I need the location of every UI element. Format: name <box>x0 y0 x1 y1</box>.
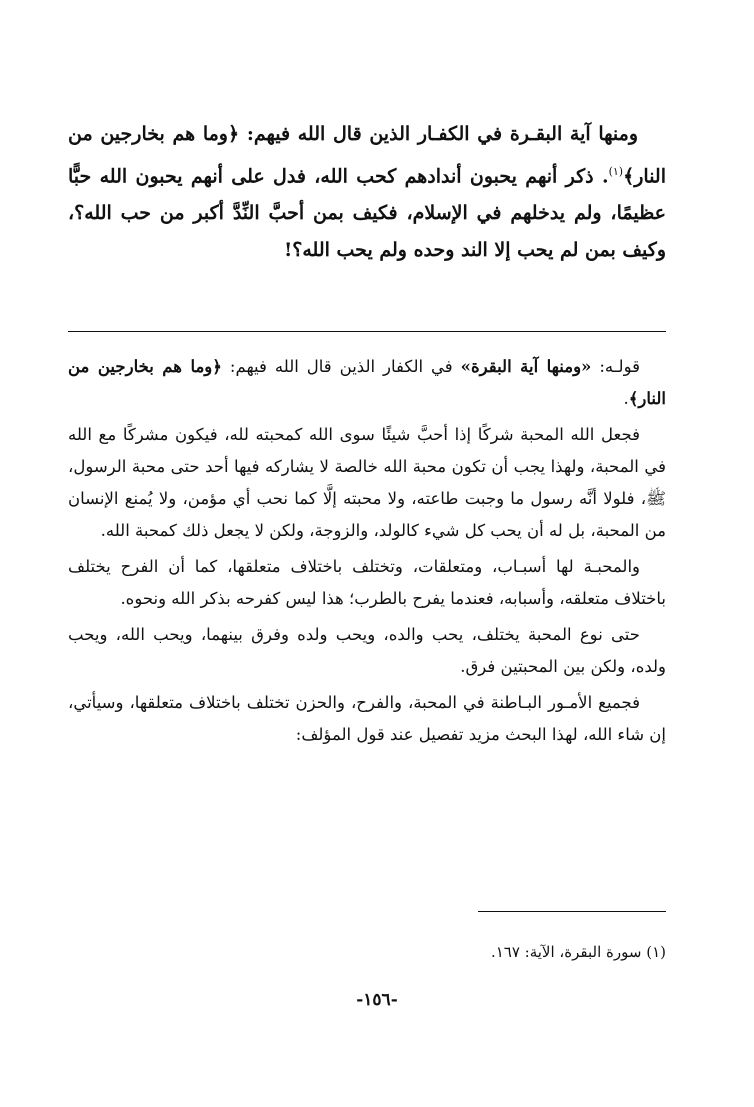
commentary-paragraph-4: حتى نوع المحبة يختلف، يحب والده، ويحب ولده وفرق بينهما، ويحب الله، ويحب ولده، ولكن بين المحبتين فرق. <box>68 625 666 676</box>
commentary-paragraph-5: فجميع الأمـور البـاطنة في المحبة، والفرح، والحزن تختلف باختلاف متعلقها، وسيأتي، إن شاء الله، لهذا البحث مزيد تفصيل عند قول المؤلف: <box>68 693 666 744</box>
book-page <box>68 0 666 1107</box>
main-lead: ومنها آية البقـرة في الكفـار الذين قال الله فيهم: <box>239 123 639 145</box>
footnote-divider <box>478 911 666 912</box>
main-text <box>68 116 666 269</box>
footnote-marker: (١) <box>608 165 624 178</box>
quran-quote: ﴿وما هم بخارجين من النار﴾ <box>68 123 666 188</box>
main-paragraph <box>68 116 666 269</box>
main-rest: . ذكر أنهم يحبون أندادهم كحب الله، فدل على أنهم يحبون الله حبًّا عظيمًا، ولم يدخلهم في الإسلام، فكيف بمن أحبَّ النِّدَّ أكبر من حب الله؟، وكيف بمن لم يحب إلا الند وحده ولم يحب الله؟! <box>68 165 666 262</box>
quran-quote: ﴿وما هم بخارجين من النار﴾ <box>68 357 666 408</box>
commentary-lead: قولـه: <box>591 357 640 376</box>
commentary-paragraph-2: فجعل الله المحبة شركًا إذا أحبَّ شيئًا سوى الله كمحبته لله، فيكون مشركًا مع الله في المحبة، ولهذا يجب أن تكون محبة الله خالصة لا يشاركه فيها أحد حتى محبة الرسول، ﷺ، فلولا أنَّه رسول ما وجبت طاعته، ولا محبته إلَّا كما نحب أي مؤمن، ولا يُمنع الإنسان من المحبة، بل له أن يحب كل شيء كالولد، والزوجة، ولكن لا يجعل ذلك كمحبة الله. <box>68 425 666 540</box>
page-number: -١٥٦- <box>356 990 398 1010</box>
footnote <box>68 938 666 966</box>
commentary-paragraph-3: والمحبـة لها أسبـاب، ومتعلقات، وتختلف باختلاف متعلقها، كما أن الفرح يختلف باختلاف متعلقه، وأسبابه، فعندما يفرح بالطرب؛ هذا ليس كفرحه بذكر الله ونحوه. <box>68 557 666 608</box>
footnote-number: (١) <box>646 943 666 961</box>
footnote-text: سورة البقرة، الآية: ١٦٧. <box>490 943 642 961</box>
quoted-text: «ومنها آية البقرة» <box>460 357 592 376</box>
commentary-paragraph-1 <box>68 351 666 415</box>
section-divider <box>68 331 666 332</box>
commentary-mid: في الكفار الذين قال الله فيهم: <box>221 357 461 376</box>
commentary-text <box>68 351 666 755</box>
commentary-end: . <box>623 389 629 408</box>
